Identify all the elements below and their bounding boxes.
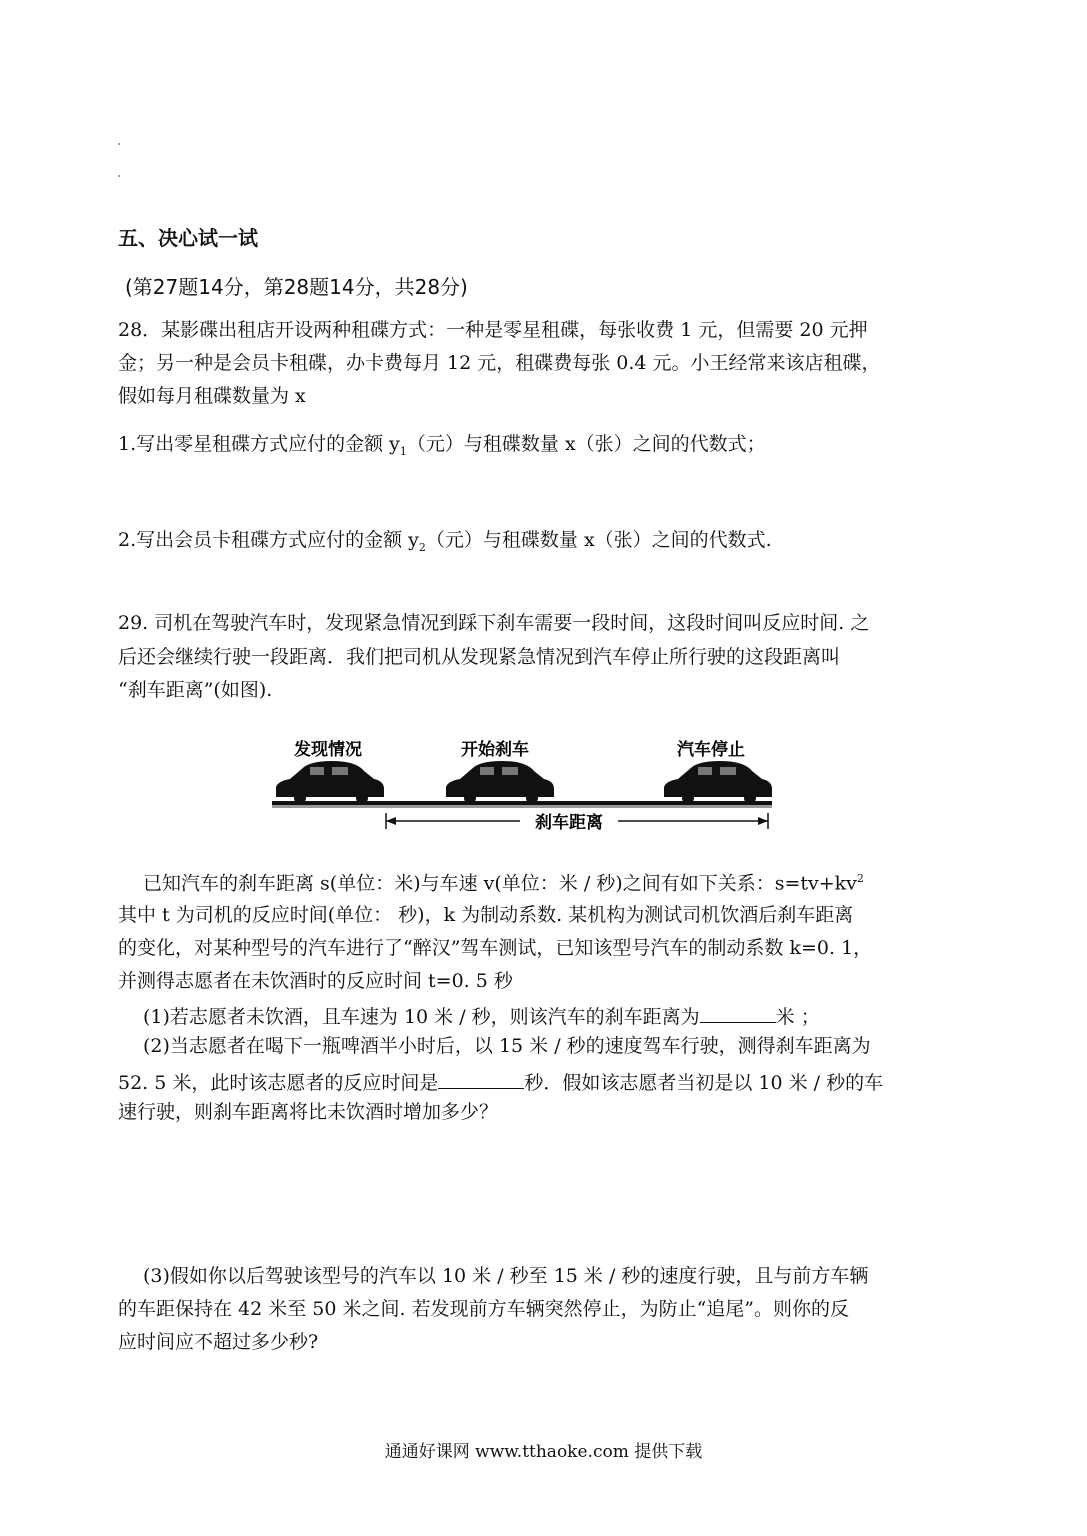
q29-p1-line-3: 的变化，对某种型号的汽车进行了“醉汉”驾车测试，已知该型号汽车的制动系数 k=0. 1， — [118, 937, 873, 959]
q28-sub1-text: 1.写出零星租碟方式应付的金额 y — [118, 433, 400, 455]
car-icon — [276, 761, 384, 804]
q29-p1-line-2: 其中 t 为司机的反应时间(单位： 秒)，k 为制动系数. 某机构为测试司机饮酒后刹车距离 — [118, 904, 854, 926]
y1-subscript: 1 — [399, 444, 407, 458]
part1-unit: 米 ； — [775, 1006, 820, 1028]
margin-dot — [118, 143, 120, 145]
q29-part-3-line-1: (3)假如你以后驾驶该型号的汽车以 10 米 / 秒至 15 米 / 秒的速度行驶，且与前方车辆 — [143, 1265, 869, 1287]
q29-part-3-line-3: 应时间应不超过多少秒? — [118, 1331, 319, 1353]
q28-sub2-text: 2.写出会员卡租碟方式应付的金额 y — [118, 529, 419, 551]
car-icon — [446, 761, 554, 804]
q28-line-1: 28．某影碟出租店开设两种租碟方式：一种是零星租碟，每张收费 1 元，但需要 20 元押 — [118, 319, 868, 341]
q29-p1-line-1 — [143, 873, 864, 893]
q29-part-2-line-1: (2)当志愿者在喝下一瓶啤酒半小时后，以 15 米 / 秒的速度驾车行驶，测得刹车距离为 — [143, 1035, 871, 1057]
q28-sub-question-1 — [118, 435, 766, 457]
margin-dot — [118, 175, 120, 177]
label-start-braking: 开始刹车 — [461, 740, 529, 760]
q29-line-3: “刹车距离”(如图). — [118, 679, 273, 701]
section-title: 五、决心试一试 — [118, 226, 258, 250]
part2-tail: 秒．假如该志愿者当初是以 10 米 / 秒的车 — [524, 1072, 884, 1094]
squared-superscript: 2 — [856, 872, 864, 885]
road-line — [272, 801, 772, 805]
q28-sub-question-2 — [118, 531, 772, 553]
q28-line-2: 金；另一种是会员卡租碟，办卡费每月 12 元，租碟费每张 0.4 元。小王经常来该店租碟， — [118, 352, 881, 374]
answer-blank-1[interactable] — [700, 1004, 776, 1023]
arrow-head-left — [386, 817, 396, 825]
part1-text: (1)若志愿者未饮酒，且车速为 10 米 / 秒，则该汽车的刹车距离为 — [143, 1006, 700, 1028]
q29-part-2-line-3: 速行驶，则刹车距离将比未饮酒时增加多少？ — [118, 1101, 499, 1123]
q29-formula-text: 已知汽车的刹车距离 s(单位：米)与车速 v(单位：米 / 秒)之间有如下关系：s=tv+kv — [143, 872, 857, 895]
part2-text: 52. 5 米，此时该志愿者的反应时间是 — [118, 1072, 439, 1094]
q29-line-2: 后还会继续行驶一段距离．我们把司机从发现紧急情况到汽车停止所行驶的这段距离叫 — [118, 646, 841, 668]
car-icon — [664, 761, 772, 804]
section-score-note: (第27题14分，第28题14分，共28分) — [125, 275, 468, 299]
q29-p1-line-4: 并测得志愿者在未饮酒时的反应时间 t=0. 5 秒 — [118, 970, 513, 992]
page-footer: 通通好课网 www.tthaoke.com 提供下载 — [384, 1442, 703, 1462]
y2-subscript: 2 — [418, 540, 426, 554]
q29-part-3-line-2: 的车距保持在 42 米至 50 米之间. 若发现前方车辆突然停止，为防止“追尾”。则你的反 — [118, 1298, 850, 1320]
label-braking-distance: 刹车距离 — [535, 813, 603, 833]
q29-part-2-line-2 — [118, 1070, 883, 1093]
label-car-stop: 汽车停止 — [677, 740, 745, 760]
arrow-head-right — [758, 817, 768, 825]
road-texture — [272, 805, 772, 808]
label-find-situation: 发现情况 — [294, 740, 362, 760]
q29-part-1 — [143, 1004, 820, 1027]
q28-sub2-tail: （元）与租碟数量 x（张）之间的代数式. — [425, 529, 772, 551]
q29-line-1: 29. 司机在驾驶汽车时，发现紧急情况到踩下刹车需要一段时间，这段时间叫反应时间. 之 — [118, 612, 870, 634]
braking-distance-figure — [268, 735, 778, 845]
q28-line-3: 假如每月租碟数量为 x — [118, 385, 306, 407]
q28-sub1-tail: （元）与租碟数量 x（张）之间的代数式； — [406, 433, 766, 455]
answer-blank-2[interactable] — [438, 1070, 524, 1089]
